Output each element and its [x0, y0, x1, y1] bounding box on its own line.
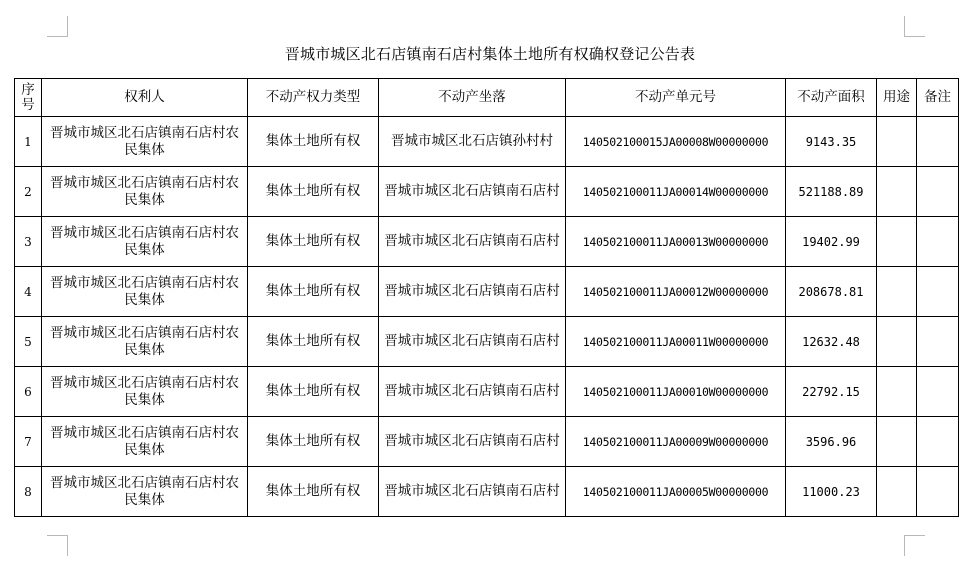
cell-owner: 晋城市城区北石店镇南石店村农民集体: [42, 417, 248, 467]
table-body: [15, 117, 959, 517]
cell-seq: 1: [15, 117, 42, 167]
cell-location: 晋城市城区北石店镇南石店村: [379, 367, 566, 417]
cell-right-type: 集体土地所有权: [248, 117, 379, 167]
cell-owner: 晋城市城区北石店镇南石店村农民集体: [42, 117, 248, 167]
cell-unit-no: 140502100011JA00009W00000000: [566, 417, 786, 467]
cell-location: 晋城市城区北石店镇南石店村: [379, 267, 566, 317]
cell-unit-no: 140502100011JA00005W00000000: [566, 467, 786, 517]
cell-remark: [917, 267, 959, 317]
cell-seq: 5: [15, 317, 42, 367]
cell-unit-no: 140502100011JA00012W00000000: [566, 267, 786, 317]
table-row: [15, 167, 959, 217]
header-right-type: 不动产权力类型: [248, 79, 379, 117]
header-seq: 序号: [15, 79, 42, 117]
cell-unit-no: 140502100011JA00013W00000000: [566, 217, 786, 267]
table-row: [15, 117, 959, 167]
cell-seq: 6: [15, 367, 42, 417]
cell-area: 208678.81: [786, 267, 877, 317]
cell-owner: 晋城市城区北石店镇南石店村农民集体: [42, 317, 248, 367]
cell-seq: 4: [15, 267, 42, 317]
cell-area: 22792.15: [786, 367, 877, 417]
cell-seq: 3: [15, 217, 42, 267]
cell-area: 12632.48: [786, 317, 877, 367]
cell-owner: 晋城市城区北石店镇南石店村农民集体: [42, 467, 248, 517]
cell-unit-no: 140502100011JA00011W00000000: [566, 317, 786, 367]
cell-owner: 晋城市城区北石店镇南石店村农民集体: [42, 367, 248, 417]
header-location: 不动产坐落: [379, 79, 566, 117]
cell-use: [877, 217, 917, 267]
cell-right-type: 集体土地所有权: [248, 217, 379, 267]
crop-mark-bottom-right: [904, 535, 925, 556]
crop-mark-top-right: [904, 16, 925, 37]
cell-location: 晋城市城区北石店镇南石店村: [379, 467, 566, 517]
cell-location: 晋城市城区北石店镇南石店村: [379, 317, 566, 367]
cell-location: 晋城市城区北石店镇孙村村: [379, 117, 566, 167]
cell-use: [877, 417, 917, 467]
header-use: 用途: [877, 79, 917, 117]
cell-seq: 2: [15, 167, 42, 217]
cell-right-type: 集体土地所有权: [248, 267, 379, 317]
cell-owner: 晋城市城区北石店镇南石店村农民集体: [42, 167, 248, 217]
cell-remark: [917, 367, 959, 417]
header-area: 不动产面积: [786, 79, 877, 117]
header-remark: 备注: [917, 79, 959, 117]
cell-seq: 8: [15, 467, 42, 517]
cell-right-type: 集体土地所有权: [248, 467, 379, 517]
document-title: 晋城市城区北石店镇南石店村集体土地所有权确权登记公告表: [284, 45, 696, 63]
cell-seq: 7: [15, 417, 42, 467]
table-header-row: [15, 79, 959, 117]
cell-area: 9143.35: [786, 117, 877, 167]
cell-remark: [917, 117, 959, 167]
cell-right-type: 集体土地所有权: [248, 317, 379, 367]
cell-use: [877, 317, 917, 367]
cell-owner: 晋城市城区北石店镇南石店村农民集体: [42, 267, 248, 317]
cell-area: 521188.89: [786, 167, 877, 217]
cell-unit-no: 140502100015JA00008W00000000: [566, 117, 786, 167]
crop-mark-bottom-left: [47, 535, 68, 556]
cell-right-type: 集体土地所有权: [248, 417, 379, 467]
cell-remark: [917, 167, 959, 217]
cell-owner: 晋城市城区北石店镇南石店村农民集体: [42, 217, 248, 267]
cell-use: [877, 117, 917, 167]
header-unit-no: 不动产单元号: [566, 79, 786, 117]
table-row: [15, 317, 959, 367]
cell-unit-no: 140502100011JA00014W00000000: [566, 167, 786, 217]
cell-remark: [917, 317, 959, 367]
header-owner: 权利人: [42, 79, 248, 117]
cell-unit-no: 140502100011JA00010W00000000: [566, 367, 786, 417]
table-row: [15, 217, 959, 267]
cell-location: 晋城市城区北石店镇南石店村: [379, 417, 566, 467]
cell-area: 19402.99: [786, 217, 877, 267]
cell-use: [877, 467, 917, 517]
table-row: [15, 417, 959, 467]
cell-use: [877, 367, 917, 417]
table-row: [15, 367, 959, 417]
cell-remark: [917, 417, 959, 467]
registration-table: [14, 78, 959, 517]
cell-right-type: 集体土地所有权: [248, 367, 379, 417]
cell-location: 晋城市城区北石店镇南石店村: [379, 217, 566, 267]
cell-use: [877, 267, 917, 317]
cell-location: 晋城市城区北石店镇南石店村: [379, 167, 566, 217]
cell-area: 11000.23: [786, 467, 877, 517]
cell-remark: [917, 467, 959, 517]
crop-mark-top-left: [47, 16, 68, 37]
table-row: [15, 467, 959, 517]
cell-remark: [917, 217, 959, 267]
cell-area: 3596.96: [786, 417, 877, 467]
cell-right-type: 集体土地所有权: [248, 167, 379, 217]
cell-use: [877, 167, 917, 217]
table-row: [15, 267, 959, 317]
